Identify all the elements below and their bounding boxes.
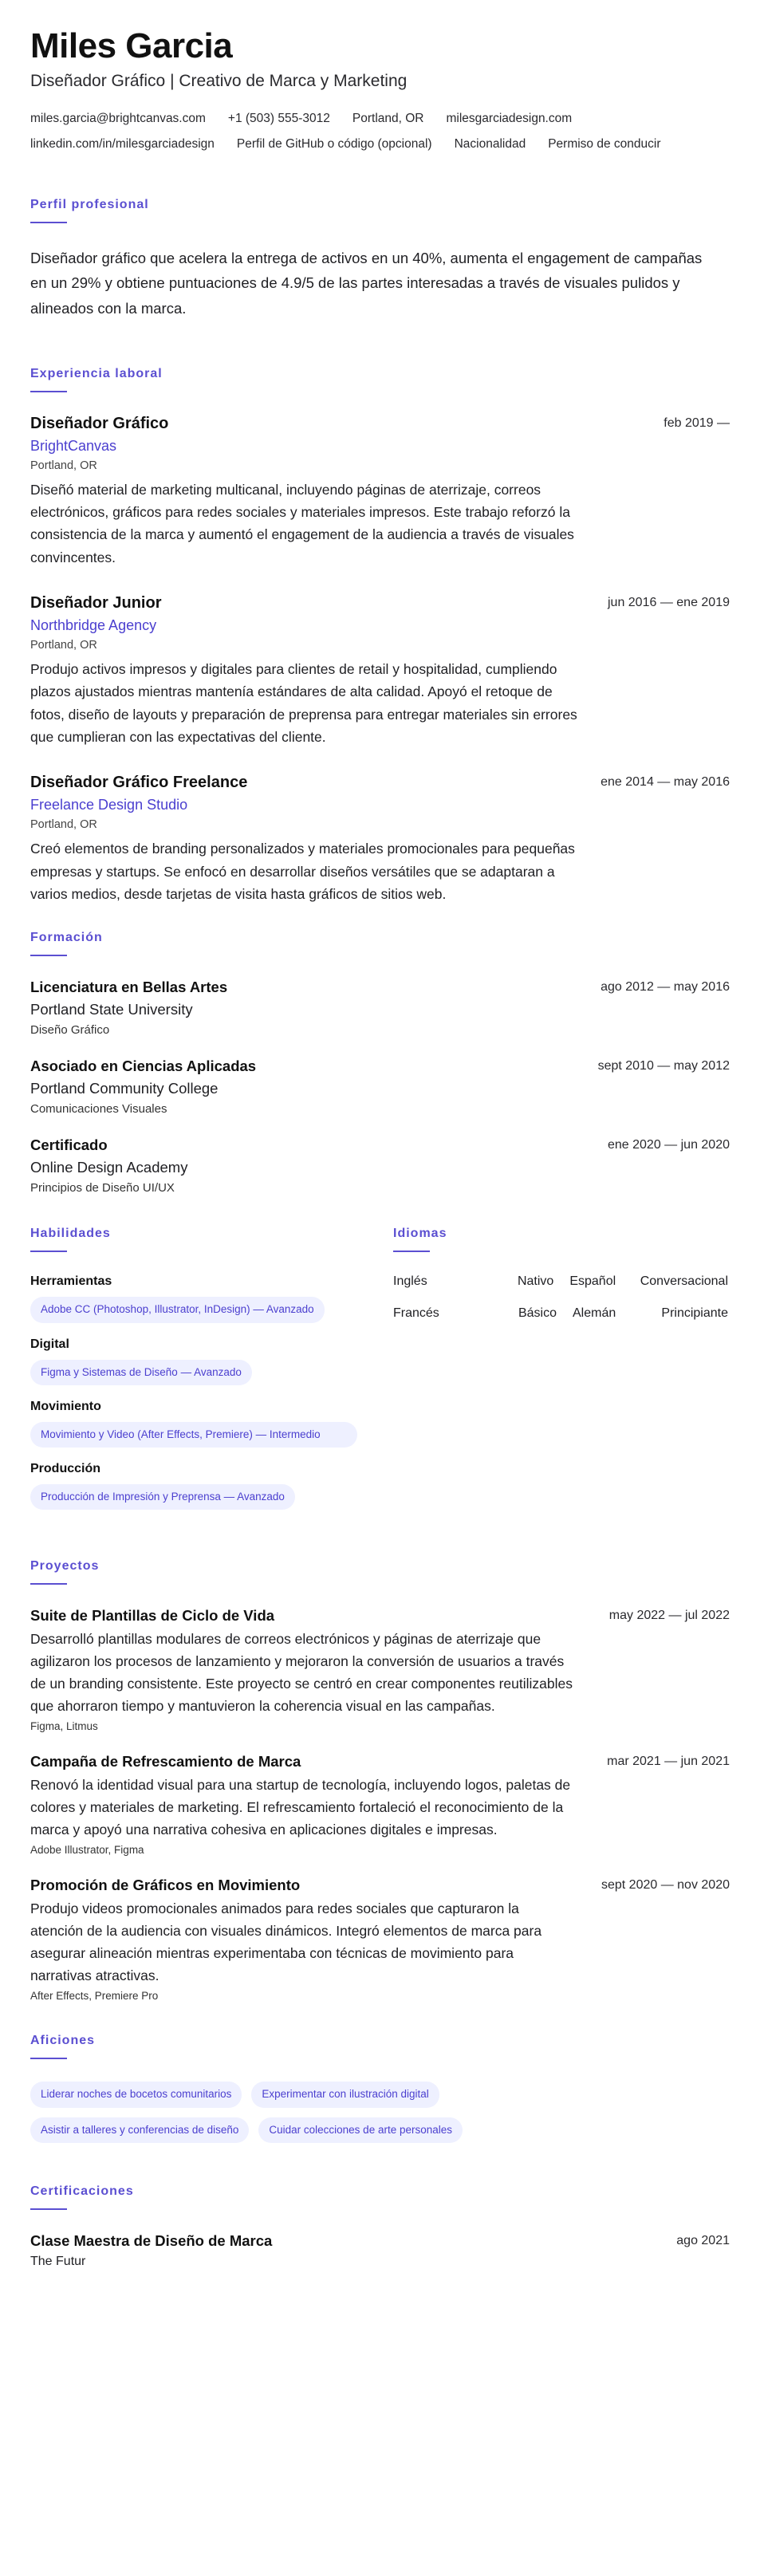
school-name: Portland Community College: [30, 1080, 219, 1097]
study-field: Principios de Diseño UI/UX: [30, 1181, 175, 1195]
job-location: Portland, OR: [30, 639, 97, 652]
language-level: Básico: [518, 1306, 557, 1321]
language-name: Inglés: [393, 1274, 427, 1289]
job-description: Diseñó material de marketing multicanal, incluyendo páginas de aterrizaje, correos electrónicos, gráficos para redes sociales y materiales impresos. Este trabajo reforzó la consistencia de la marca y aumentó el engagement de la audiencia a través de visuales convincentes.: [30, 481, 574, 565]
project-name: Campaña de Refrescamiento de Marca: [30, 1753, 301, 1771]
experience-section: [30, 367, 730, 906]
project-name: Promoción de Gráficos en Movimiento: [30, 1877, 301, 1894]
skill-category: Herramientas: [30, 1274, 112, 1289]
skill-pill: Adobe CC (Photoshop, Illustrator, InDesign) — Avanzado: [30, 1297, 325, 1322]
company-name: Northbridge Agency: [30, 617, 157, 633]
hobby-pill: Asistir a talleres y conferencias de diseño: [30, 2117, 249, 2143]
experience-entry: [30, 415, 730, 569]
job-location: Portland, OR: [30, 818, 97, 832]
education-section: [30, 931, 730, 1195]
school-name: Online Design Academy: [30, 1159, 188, 1176]
language-level: Principiante: [661, 1306, 728, 1321]
education-date: sept 2010 — may 2012: [597, 1059, 730, 1073]
education-date: ago 2012 — may 2016: [601, 980, 730, 995]
contact-linkedin[interactable]: linkedin.com/in/milesgarciadesign: [30, 137, 215, 152]
skill-group: [30, 1462, 361, 1510]
language-row: [393, 1274, 728, 1289]
skill-group: [30, 1337, 361, 1385]
job-location: Portland, OR: [30, 459, 97, 472]
section-title: Proyectos: [30, 1559, 100, 1574]
section-divider: [30, 2208, 67, 2210]
skill-group: [30, 1274, 361, 1322]
language-row: [393, 1306, 728, 1321]
section-divider: [30, 222, 67, 223]
project-description: Produjo videos promocionales animados para redes sociales que capturaron la atención de la audiencia con visuales dinámicos. Integró elementos de marca para asegurar alineación mientras experimentaba con técnicas de movimiento para narrativas atractivas.: [30, 1900, 542, 1984]
language-level: Nativo: [517, 1274, 554, 1289]
contact-github[interactable]: Perfil de GitHub o código (opcional): [236, 137, 432, 152]
job-date: feb 2019 —: [664, 416, 730, 430]
job-description: Creó elementos de branding personalizados y materiales promocionales para pequeñas empresas y startups. Se enfocó en desarrollar diseños versátiles que se adaptaran a varios medios, desde tarjetas de visita hasta gráficos de sitios web.: [30, 841, 575, 903]
hobby-pill: Liderar noches de bocetos comunitarios: [30, 2082, 242, 2107]
section-title: Habilidades: [30, 1227, 111, 1241]
project-date: sept 2020 — nov 2020: [601, 1878, 730, 1893]
company-name: Freelance Design Studio: [30, 797, 188, 813]
skill-pill: Movimiento y Video (After Effects, Premiere) — Intermedio: [30, 1422, 357, 1448]
project-entry: [30, 1607, 730, 1732]
language-name: Español: [569, 1274, 616, 1289]
degree-name: Licenciatura en Bellas Artes: [30, 979, 228, 996]
job-title: Diseñador Junior: [30, 594, 162, 612]
contact-license: Permiso de conducir: [548, 137, 661, 152]
contact-website[interactable]: milesgarciadesign.com: [446, 112, 573, 126]
contact-email[interactable]: miles.garcia@brightcanvas.com: [30, 112, 206, 126]
skill-category: Producción: [30, 1462, 101, 1476]
hobby-pill: Experimentar con ilustración digital: [251, 2082, 439, 2107]
certification-date: ago 2021: [676, 2233, 730, 2247]
candidate-headline: Diseñador Gráfico | Creativo de Marca y Marketing: [30, 72, 408, 91]
contact-nationality: Nacionalidad: [454, 137, 526, 152]
summary-text: Diseñador gráfico que acelera la entrega de activos en un 40%, aumenta el engagement de campañas en un 29% y obtiene puntuaciones de 4.9/5 de las partes interesadas a través de visuales pulidos y alineados con la marca.: [30, 250, 703, 317]
project-tools: After Effects, Premiere Pro: [30, 1990, 159, 2003]
experience-entry: [30, 594, 730, 748]
languages-section: [393, 1227, 728, 1524]
contact-phone[interactable]: +1 (503) 555-3012: [227, 112, 330, 126]
school-name: Portland State University: [30, 1001, 193, 1018]
skill-pill: Producción de Impresión y Preprensa — Avanzado: [30, 1484, 295, 1510]
project-date: may 2022 — jul 2022: [608, 1609, 730, 1623]
hobby-list: [30, 2082, 541, 2142]
education-date: ene 2020 — jun 2020: [607, 1138, 730, 1152]
section-title: Experiencia laboral: [30, 366, 163, 380]
job-title: Diseñador Gráfico Freelance: [30, 774, 248, 792]
section-title: Formación: [30, 931, 103, 945]
job-description: Produjo activos impresos y digitales para clientes de retail y hospitalidad, cumpliendo plazos ajustados mientras mantenía estándares de alta calidad. Apoyó el retoque de fotos, diseño de layouts y preparación de preprensa para entregar materiales sin errores que cumplieran con las expectativas del cliente.: [30, 661, 577, 746]
education-entry: [30, 1136, 730, 1195]
hobby-pill: Cuidar colecciones de arte personales: [258, 2117, 463, 2143]
project-entry: [30, 1753, 730, 1856]
language-name: Alemán: [573, 1306, 616, 1321]
project-date: mar 2021 — jun 2021: [607, 1755, 730, 1769]
summary-section: [30, 198, 730, 320]
skill-category: Digital: [30, 1337, 69, 1351]
section-title: Idiomas: [393, 1227, 447, 1241]
education-entry: [30, 1058, 730, 1116]
language-name: Francés: [393, 1306, 439, 1321]
experience-entry: [30, 774, 730, 905]
project-entry: [30, 1877, 730, 2002]
contact-location: Portland, OR: [352, 112, 424, 126]
section-title: Certificaciones: [30, 2184, 134, 2198]
degree-name: Asociado en Ciencias Aplicadas: [30, 1058, 257, 1075]
certification-name: Clase Maestra de Diseño de Marca: [30, 2231, 273, 2249]
project-description: Renovó la identidad visual para una startup de tecnología, incluyendo logos, paletas de colores y materiales de marketing. El refrescamiento fortaleció el reconocimiento de la marca y apoyó una narrativa cohesiva en aplicaciones digitales e impresas.: [30, 1777, 571, 1838]
resume-header: [30, 27, 730, 152]
candidate-name: Miles Garcia: [30, 26, 233, 65]
skill-category: Movimiento: [30, 1399, 101, 1413]
study-field: Comunicaciones Visuales: [30, 1102, 167, 1117]
section-divider: [30, 1251, 67, 1252]
section-divider: [393, 1251, 430, 1252]
education-entry: [30, 979, 730, 1037]
hobbies-section: [30, 2034, 730, 2142]
certification-issuer: The Futur: [30, 2254, 86, 2268]
section-divider: [30, 2058, 67, 2059]
degree-name: Certificado: [30, 1136, 108, 1154]
job-title: Diseñador Gráfico: [30, 414, 169, 432]
language-level: Conversacional: [640, 1274, 728, 1289]
project-tools: Adobe Illustrator, Figma: [30, 1844, 144, 1857]
section-divider: [30, 1583, 67, 1585]
section-title: Perfil profesional: [30, 198, 149, 212]
project-name: Suite de Plantillas de Ciclo de Vida: [30, 1607, 275, 1625]
certifications-section: [30, 2184, 730, 2269]
projects-section: [30, 1559, 730, 2002]
project-tools: Figma, Litmus: [30, 1720, 98, 1733]
study-field: Diseño Gráfico: [30, 1023, 110, 1038]
skills-section: [30, 1227, 361, 1524]
job-date: jun 2016 — ene 2019: [607, 596, 730, 609]
skill-pill: Figma y Sistemas de Diseño — Avanzado: [30, 1360, 252, 1385]
skills-languages-row: [30, 1227, 730, 1524]
section-divider: [30, 391, 67, 392]
section-divider: [30, 955, 67, 956]
section-title: Aficiones: [30, 2034, 96, 2048]
contact-info: [30, 112, 730, 152]
job-date: ene 2014 — may 2016: [601, 775, 730, 790]
certification-entry: [30, 2232, 730, 2269]
company-name: BrightCanvas: [30, 437, 117, 454]
skill-group: [30, 1400, 361, 1448]
project-description: Desarrolló plantillas modulares de correos electrónicos y páginas de aterrizaje que agilizaron los procesos de lanzamiento y mejoraron la conversión de usuarios a través de un branding consistente. Este proyecto se centró en crear componentes reutilizables que ahorraron tiempo y mantuvieron la coherencia visual en las campañas.: [30, 1631, 573, 1715]
